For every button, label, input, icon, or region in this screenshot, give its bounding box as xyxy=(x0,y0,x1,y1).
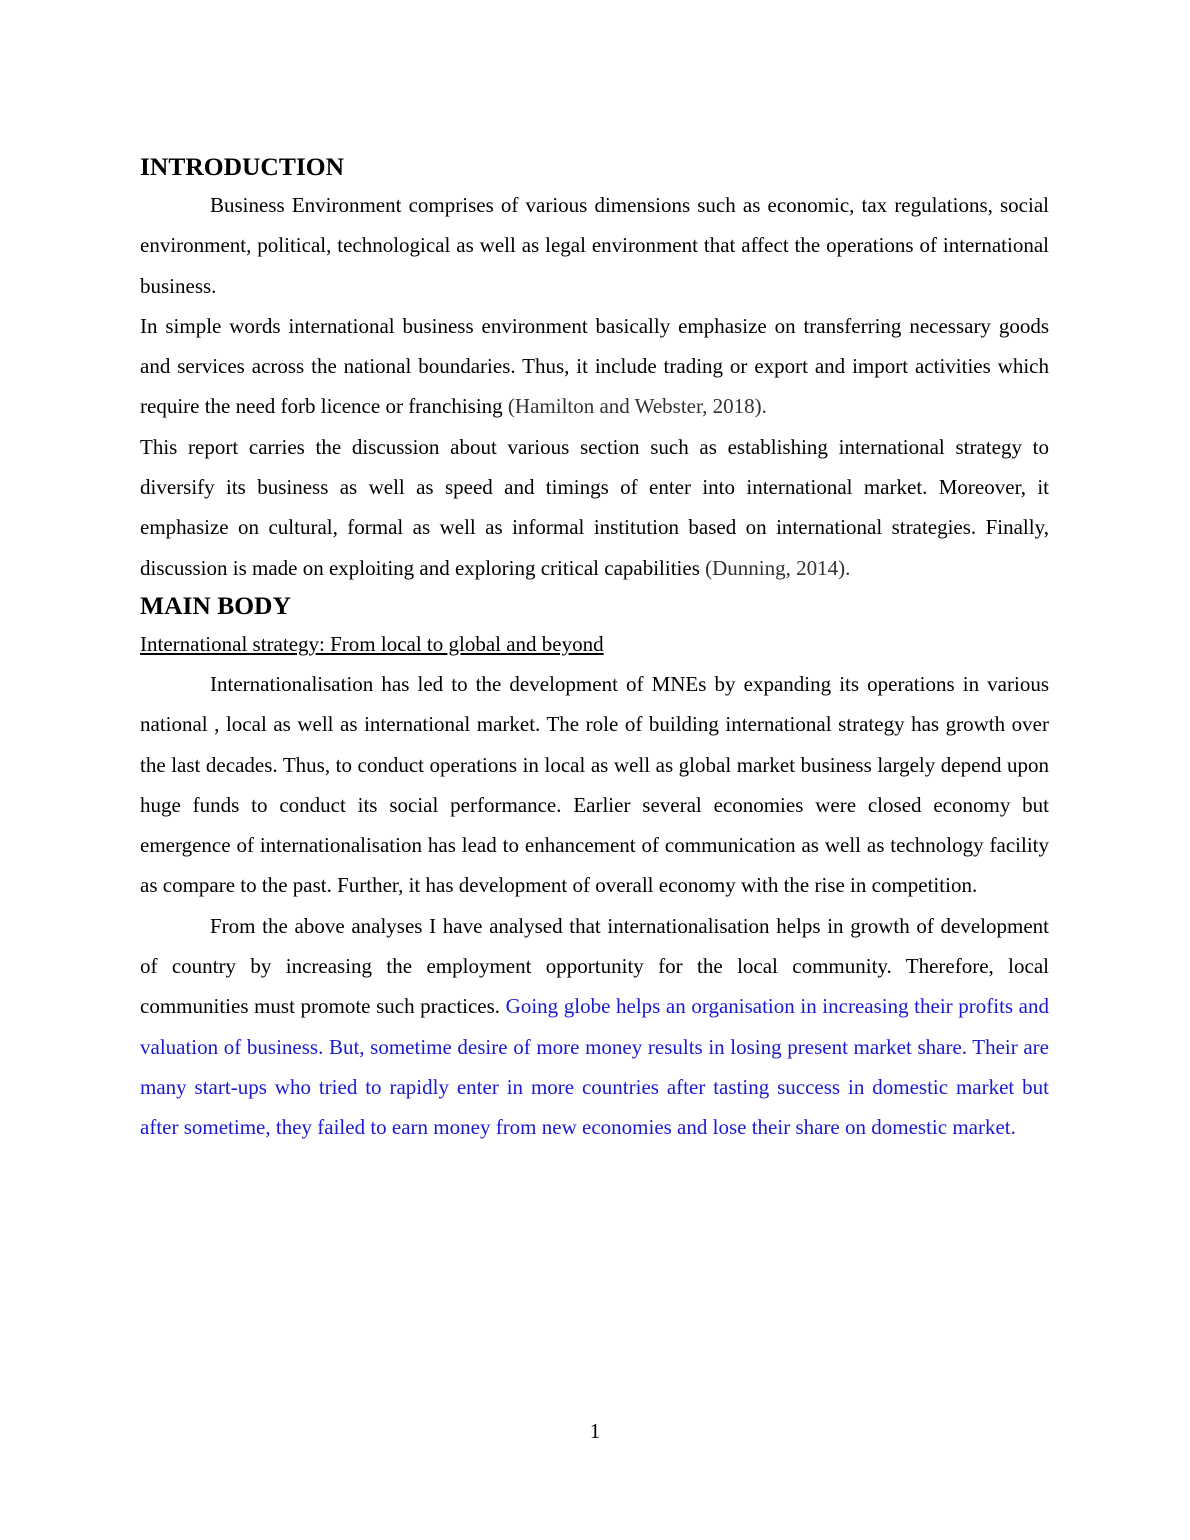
intro-paragraph-3 xyxy=(140,427,1049,588)
main-paragraph-1-text: Internationalisation has led to the development of MNEs by expanding its operations in various national , local as well as international market. The role of building international strategy has growth over the last decades. Thus, to conduct operations in local as well as global market business largely depend upon huge funds to conduct its social performance. Earlier several economies were closed economy but emergence of internationalisation has lead to enhancement of communication as well as technology facility as compare to the past. Further, it has development of overall economy with the rise in competition. xyxy=(140,671,1049,898)
main-body-heading: MAIN BODY xyxy=(140,590,291,620)
section-subheading: International strategy: From local to global and beyond xyxy=(140,631,604,656)
introduction-heading: INTRODUCTION xyxy=(140,152,345,181)
intro-paragraph-3-text: This report carries the discussion about various section such as establishing international strategy to diversify its business as well as speed and timings of enter into international market. Moreover, it emphasize on cultural, formal as well as informal institution based on international strategies. Finally, discussion is made on exploiting and exploring critical capabilities xyxy=(140,434,1049,580)
intro-paragraph-1 xyxy=(140,185,1049,306)
highlighted-text: Going globe helps an organisation in increasing their profits and valuation of business. But, sometime desire of more money results in losing present market share. Their are many start-ups who tried to rapidly enter in more countries after tasting success in domestic market but after sometime, they failed to earn money from new economies and lose their share on domestic market. xyxy=(140,994,1050,1140)
intro-paragraph-2 xyxy=(140,306,1049,427)
citation-hamilton-webster: (Hamilton and Webster, 2018). xyxy=(507,394,767,419)
intro-paragraph-1-text: Business Environment comprises of various dimensions such as economic, tax regulations, social environment, political, technological as well as legal environment that affect the operations of international business. xyxy=(140,193,1049,298)
main-paragraph-2 xyxy=(140,906,1049,1148)
citation-dunning: (Dunning, 2014). xyxy=(705,555,851,580)
page-content xyxy=(140,149,1049,1148)
main-paragraph-2-text: From the above analyses I have analysed that internationalisation helps in growth of development of country by increasing the employment opportunity for the local community. Therefore, local communities must promote such practices. xyxy=(140,913,1049,1019)
main-paragraph-1 xyxy=(140,664,1049,906)
page-number: 1 xyxy=(589,1419,601,1443)
intro-paragraph-2-text: In simple words international business environment basically emphasize on transferring necessary goods and services across the national boundaries. Thus, it include trading or export and import activities which require the need forb licence or franchising xyxy=(140,313,1049,419)
